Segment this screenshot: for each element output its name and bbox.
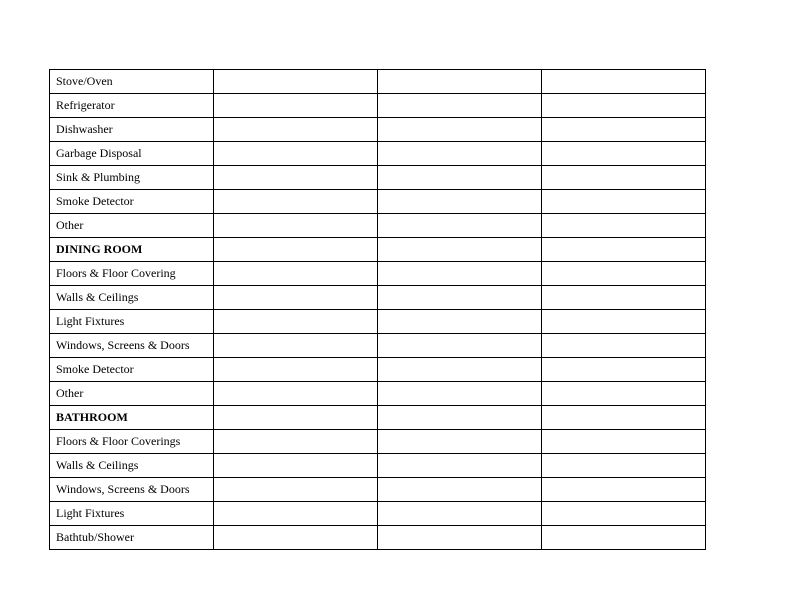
checklist-row [50, 94, 706, 118]
blank-entry-cell-2[interactable] [378, 142, 542, 166]
item-label: Light Fixtures [50, 310, 214, 334]
item-label: Smoke Detector [50, 358, 214, 382]
checklist-row [50, 118, 706, 142]
blank-entry-cell-1[interactable] [214, 118, 378, 142]
blank-entry-cell-3[interactable] [542, 502, 706, 526]
blank-entry-cell-3[interactable] [542, 238, 706, 262]
blank-entry-cell-3[interactable] [542, 166, 706, 190]
blank-entry-cell-2[interactable] [378, 430, 542, 454]
checklist-row [50, 286, 706, 310]
checklist-row [50, 502, 706, 526]
blank-entry-cell-1[interactable] [214, 190, 378, 214]
checklist-row [50, 454, 706, 478]
blank-entry-cell-3[interactable] [542, 358, 706, 382]
blank-entry-cell-1[interactable] [214, 454, 378, 478]
blank-entry-cell-1[interactable] [214, 214, 378, 238]
blank-entry-cell-1[interactable] [214, 262, 378, 286]
item-label: Stove/Oven [50, 70, 214, 94]
blank-entry-cell-2[interactable] [378, 478, 542, 502]
checklist-row [50, 358, 706, 382]
blank-entry-cell-2[interactable] [378, 70, 542, 94]
blank-entry-cell-2[interactable] [378, 310, 542, 334]
blank-entry-cell-1[interactable] [214, 94, 378, 118]
item-label: Windows, Screens & Doors [50, 478, 214, 502]
blank-entry-cell-3[interactable] [542, 190, 706, 214]
item-label: Windows, Screens & Doors [50, 334, 214, 358]
section-header-row [50, 406, 706, 430]
blank-entry-cell-3[interactable] [542, 478, 706, 502]
blank-entry-cell-2[interactable] [378, 286, 542, 310]
blank-entry-cell-3[interactable] [542, 454, 706, 478]
blank-entry-cell-3[interactable] [542, 142, 706, 166]
blank-entry-cell-1[interactable] [214, 478, 378, 502]
section-title: DINING ROOM [50, 238, 214, 262]
blank-entry-cell-1[interactable] [214, 166, 378, 190]
blank-entry-cell-2[interactable] [378, 166, 542, 190]
blank-entry-cell-3[interactable] [542, 214, 706, 238]
checklist-row [50, 166, 706, 190]
checklist-row [50, 382, 706, 406]
blank-entry-cell-3[interactable] [542, 94, 706, 118]
blank-entry-cell-3[interactable] [542, 382, 706, 406]
blank-entry-cell-1[interactable] [214, 406, 378, 430]
blank-entry-cell-1[interactable] [214, 526, 378, 550]
item-label: Walls & Ceilings [50, 454, 214, 478]
item-label: Floors & Floor Coverings [50, 430, 214, 454]
blank-entry-cell-3[interactable] [542, 262, 706, 286]
blank-entry-cell-2[interactable] [378, 214, 542, 238]
item-label: Bathtub/Shower [50, 526, 214, 550]
blank-entry-cell-3[interactable] [542, 430, 706, 454]
blank-entry-cell-3[interactable] [542, 70, 706, 94]
checklist-row [50, 478, 706, 502]
item-label: Dishwasher [50, 118, 214, 142]
blank-entry-cell-2[interactable] [378, 190, 542, 214]
blank-entry-cell-3[interactable] [542, 526, 706, 550]
blank-entry-cell-2[interactable] [378, 406, 542, 430]
checklist-row [50, 214, 706, 238]
checklist-row [50, 142, 706, 166]
blank-entry-cell-2[interactable] [378, 526, 542, 550]
blank-entry-cell-1[interactable] [214, 286, 378, 310]
item-label: Garbage Disposal [50, 142, 214, 166]
blank-entry-cell-2[interactable] [378, 358, 542, 382]
item-label: Other [50, 382, 214, 406]
checklist-row [50, 70, 706, 94]
blank-entry-cell-2[interactable] [378, 238, 542, 262]
blank-entry-cell-1[interactable] [214, 502, 378, 526]
blank-entry-cell-1[interactable] [214, 334, 378, 358]
blank-entry-cell-1[interactable] [214, 238, 378, 262]
blank-entry-cell-3[interactable] [542, 118, 706, 142]
blank-entry-cell-2[interactable] [378, 118, 542, 142]
blank-entry-cell-2[interactable] [378, 334, 542, 358]
checklist-row [50, 262, 706, 286]
blank-entry-cell-3[interactable] [542, 406, 706, 430]
blank-entry-cell-1[interactable] [214, 430, 378, 454]
checklist-row [50, 334, 706, 358]
item-label: Other [50, 214, 214, 238]
blank-entry-cell-3[interactable] [542, 310, 706, 334]
item-label: Sink & Plumbing [50, 166, 214, 190]
blank-entry-cell-2[interactable] [378, 382, 542, 406]
item-label: Refrigerator [50, 94, 214, 118]
blank-entry-cell-2[interactable] [378, 502, 542, 526]
blank-entry-cell-2[interactable] [378, 454, 542, 478]
checklist-body [50, 70, 706, 550]
checklist-row [50, 430, 706, 454]
item-label: Smoke Detector [50, 190, 214, 214]
inspection-checklist-table [49, 69, 706, 550]
blank-entry-cell-1[interactable] [214, 142, 378, 166]
section-header-row [50, 238, 706, 262]
blank-entry-cell-2[interactable] [378, 94, 542, 118]
blank-entry-cell-1[interactable] [214, 358, 378, 382]
section-title: BATHROOM [50, 406, 214, 430]
blank-entry-cell-3[interactable] [542, 334, 706, 358]
checklist-row [50, 526, 706, 550]
item-label: Walls & Ceilings [50, 286, 214, 310]
item-label: Floors & Floor Covering [50, 262, 214, 286]
blank-entry-cell-1[interactable] [214, 70, 378, 94]
blank-entry-cell-3[interactable] [542, 286, 706, 310]
checklist-row [50, 190, 706, 214]
checklist-row [50, 310, 706, 334]
item-label: Light Fixtures [50, 502, 214, 526]
blank-entry-cell-2[interactable] [378, 262, 542, 286]
blank-entry-cell-1[interactable] [214, 310, 378, 334]
blank-entry-cell-1[interactable] [214, 382, 378, 406]
checklist-sheet [49, 69, 706, 550]
